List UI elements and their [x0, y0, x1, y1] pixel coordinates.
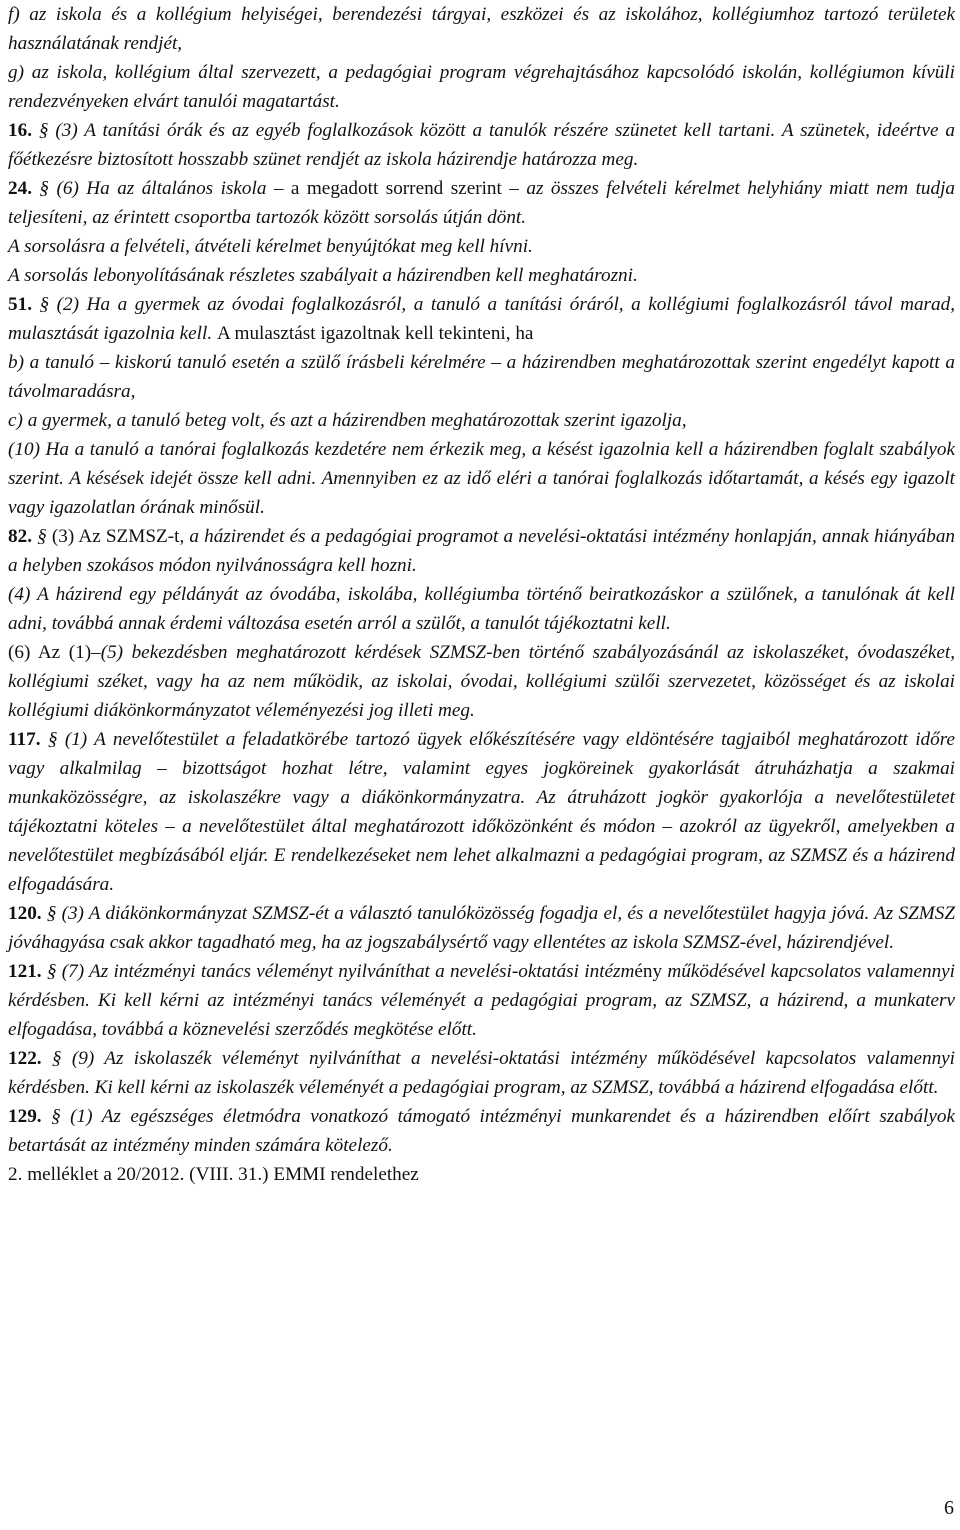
text-run: §	[31, 120, 56, 141]
section-number: 117.	[8, 729, 41, 750]
paragraph-117	[8, 725, 955, 899]
paragraph-120	[8, 899, 955, 957]
text-run: §	[41, 1048, 72, 1069]
paragraph-mell	[8, 1160, 955, 1189]
text-run: (9) Az iskolaszék véleményt nyilváníthat a nevelési-oktatási intézmény működésével kapcsolatos valamennyi kérdésben. Ki kell kérni az iskolaszék véleményét a pedagógiai program, az SZMSZ, továbbá a házirend elfogadása előtt.	[8, 1048, 956, 1098]
text-run: b) a tanuló – kiskorú tanuló esetén a szülő írásbeli kérelmére – a házirendben meghatározottak szerint engedélyt kapott a távolmaradásra,	[8, 352, 955, 402]
paragraph-24b	[8, 232, 955, 261]
text-run: (1) A nevelőtestület a feladatkörébe tartozó ügyek előkészítésére vagy eldöntésére tagjaiból meghatározott időre vagy alkalmilag – bizottságot hozhat létre, valamint egyes jogköreinek gyakorlását átruházhatja a szakmai munkaközösségre, az iskolaszékre vagy a diákönkormányzatra. Az átruházott jogkör gyakorlója a nevelőtestületet tájékoztatni köteles – a nevelőtestület által meghatározott időközönként és módon – azokról az ügyekről, amelyekben a nevelőtestület megbízásából eljár. E rendelkezéseket nem lehet alkalmazni a pedagógiai program, az SZMSZ és a házirend elfogadására.	[8, 729, 956, 895]
text-run: (6) Ha az általános iskola	[56, 178, 274, 199]
text-run: – a megadott sorrend szerint –	[273, 178, 519, 199]
paragraph-129	[8, 1102, 955, 1160]
section-number: 51.	[8, 294, 32, 315]
page-number: 6	[944, 1497, 954, 1519]
paragraph-24c	[8, 261, 955, 290]
paragraph-51d	[8, 435, 955, 522]
text-run: –(5) bekezdésben meghatározott kérdések SZMSZ-ben történő szabályozásánál az iskolaszéket, óvodaszéket, kollégiumi széket, vagy ha az nem működik, az iskolai, óvodai, kollégiumi szülői szervezetet, közösséget és az iskolai kollégiumi diákönkormányzatot véleményezési jog illeti meg.	[8, 642, 955, 721]
paragraph-121	[8, 957, 955, 1044]
text-run: (3) Az SZMSZ-t,	[51, 526, 190, 547]
paragraph-82	[8, 522, 955, 580]
paragraph-51b	[8, 348, 955, 406]
text-run: g) az iskola, kollégium által szervezett, a pedagógiai program végrehajtásához kapcsolódó iskolán, kollégiumon kívüli rendezvényeken elvárt tanulói magatartást.	[8, 62, 955, 112]
paragraph-g	[8, 58, 955, 116]
text-run: A sorsolásra a felvételi, átvételi kérelmet benyújtókat meg kell hívni.	[8, 236, 533, 257]
text-run: §	[31, 294, 57, 315]
text-run: (1) Az egészséges életmódra vonatkozó támogató intézményi munkarendet és a házirendben előírt szabályok betartását az intézmény minden számára kötelező.	[8, 1106, 956, 1156]
text-run: §	[41, 903, 62, 924]
paragraph-24	[8, 174, 955, 232]
text-run: (3) A tanítási órák és az egyéb foglalkozások között a tanulók részére szünetet kell tartani. A szünetek, ideértve a főétkezésre biztosított hosszabb szünet rendjét az iskola házirendje határozza meg.	[8, 120, 956, 170]
text-run: §	[31, 526, 52, 547]
paragraph-122	[8, 1044, 955, 1102]
document-page	[8, 0, 955, 1189]
text-run: (3) A diákönkormányzat SZMSZ-ét a választó tanulóközösség fogadja el, és a nevelőtestület hagyja jóvá. Az SZMSZ jóváhagyása csak akkor tagadható meg, ha az jogszabálysértő vagy ellentétes az iskola SZMSZ-ével, házirendjével.	[8, 903, 955, 953]
paragraph-51c	[8, 406, 955, 435]
text-run: (6) Az (1)	[8, 642, 92, 663]
text-run: (2) Ha a gyermek az óvodai foglalkozásról, a tanuló a tanítási óráról, a kollégiumi foglalkozásról távol marad, mulasztását igazolnia kell.	[8, 294, 955, 344]
paragraph-f	[8, 0, 955, 58]
text-run: az összes felvételi kérelmet helyhiány miatt nem tudja teljesíteni, az érintett csoportba tartozók között sorsolás útján dönt.	[8, 178, 956, 228]
paragraph-16	[8, 116, 955, 174]
paragraph-51	[8, 290, 955, 348]
text-run: a házirendet és a pedagógiai programot a nevelési-oktatási intézmény honlapján, annak hiányában a helyben szokásos módon nyilvánosságra kell hozni.	[8, 526, 956, 576]
text-run: A mulasztást igazoltnak kell tekinteni, ha	[216, 323, 534, 344]
section-number: 16.	[8, 120, 32, 141]
section-number: 24.	[8, 178, 32, 199]
text-run: A sorsolás lebonyolításának részletes szabályait a házirendben kell meghatározni.	[8, 265, 638, 286]
text-run: f) az iskola és a kollégium helyiségei, berendezési tárgyai, eszközei és az iskolához, kollégiumhoz tartozó területek használatának rendjét,	[8, 4, 955, 54]
text-run: §	[41, 961, 62, 982]
text-run: (4) A házirend egy példányát az óvodába, iskolába, kollégiumba történő beiratkozáskor a szülőnek, a tanulónak át kell adni, továbbá annak érdemi változása esetén arról a szülőt, a tanulót tájékoztatni kell.	[8, 584, 955, 634]
section-number: 129.	[8, 1106, 42, 1127]
text-run: (7) Az intézményi tanács véleményt nyilváníthat a nevelési-oktatási intézm	[61, 961, 635, 982]
section-number: 122.	[8, 1048, 42, 1069]
text-run: §	[31, 178, 57, 199]
paragraph-82c	[8, 638, 955, 725]
text-run: §	[40, 729, 65, 750]
section-number: 121.	[8, 961, 42, 982]
text-run: c) a gyermek, a tanuló beteg volt, és azt a házirendben meghatározottak szerint igazolja,	[8, 410, 687, 431]
text-run: §	[41, 1106, 71, 1127]
text-run: működésével kapcsolatos valamennyi kérdésben. Ki kell kérni az intézményi tanács véleményét a pedagógiai program, az SZMSZ, a házirend, a munkaterv elfogadása, továbbá a köznevelési szerződés megkötése előtt.	[8, 961, 956, 1040]
text-run: ény	[634, 961, 663, 982]
section-number: 120.	[8, 903, 42, 924]
section-number: 82.	[8, 526, 32, 547]
text-run: (10) Ha a tanuló a tanórai foglalkozás kezdetére nem érkezik meg, a késést igazolnia kell a házirendben foglalt szabályok szerint. A késések idejét össze kell adni. Amennyiben ez az idő eléri a tanórai foglalkozás időtartamát, a késés egy igazolt vagy igazolatlan órának minősül.	[8, 439, 955, 518]
paragraph-82b	[8, 580, 955, 638]
text-run: 2. melléklet a 20/2012. (VIII. 31.) EMMI rendelethez	[8, 1164, 419, 1185]
